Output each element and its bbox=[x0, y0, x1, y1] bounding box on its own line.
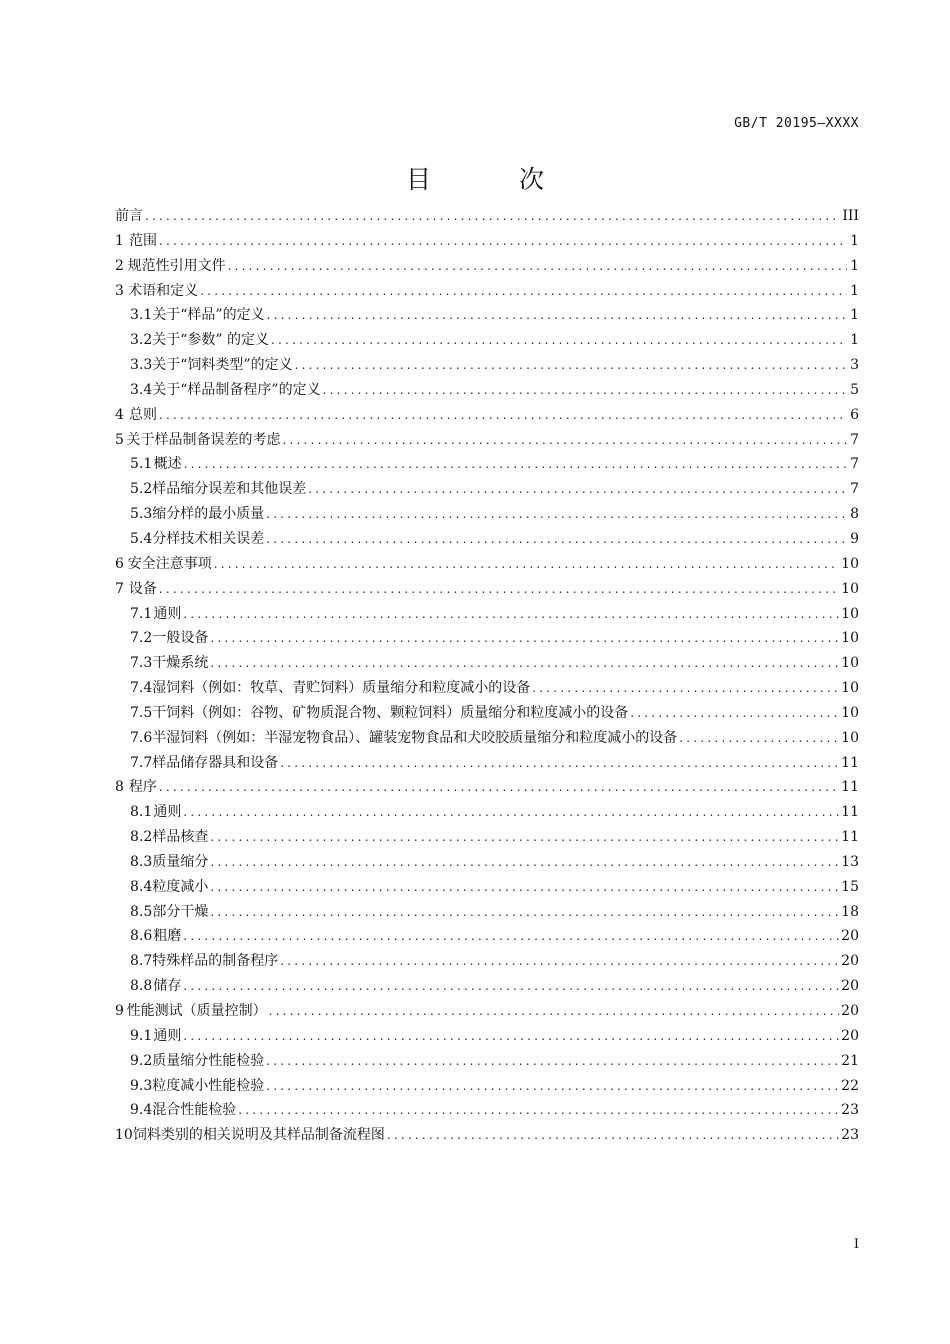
toc-entry-page: 5 bbox=[850, 381, 859, 398]
toc-entry-title: 干饲料（例如：谷物、矿物质混合物、颗粒饲料）质量缩分和粒度减小的设备 bbox=[152, 704, 629, 721]
toc-entry[interactable] bbox=[115, 751, 859, 776]
toc-entry-page: 10 bbox=[841, 729, 859, 746]
toc-entry-title: 术语和定义 bbox=[128, 282, 199, 299]
toc-entry[interactable] bbox=[115, 204, 859, 229]
toc-entry-number: 8.6 bbox=[130, 928, 153, 945]
toc-entry[interactable] bbox=[115, 353, 859, 378]
toc-entry-number: 8.2 bbox=[130, 829, 153, 846]
toc-leader-dots bbox=[266, 527, 847, 552]
toc-leader-dots bbox=[183, 1024, 839, 1049]
toc-entry-page: 20 bbox=[841, 1027, 859, 1044]
toc-entry[interactable] bbox=[115, 279, 859, 304]
toc-leader-dots bbox=[159, 775, 839, 800]
toc-entry-page: 23 bbox=[841, 1102, 859, 1119]
page-title: 目 次 bbox=[406, 165, 584, 194]
toc-entry-number: 7.5 bbox=[130, 704, 153, 721]
toc-entry-page: 1 bbox=[850, 282, 859, 299]
toc-entry[interactable] bbox=[115, 527, 859, 552]
toc-leader-dots bbox=[210, 825, 839, 850]
toc-leader-dots bbox=[266, 1049, 839, 1074]
toc-entry-title: 储存 bbox=[153, 978, 182, 995]
toc-entry-page: 10 bbox=[841, 580, 859, 597]
toc-entry-number: 8 bbox=[115, 779, 124, 796]
toc-entry[interactable] bbox=[115, 303, 859, 328]
toc-entry-number: 2 bbox=[115, 257, 124, 274]
toc-entry-title: 样品缩分误差和其他误差 bbox=[152, 481, 307, 498]
toc-entry-title: 湿饲料（例如：牧草、青贮饲料）质量缩分和粒度减小的设备 bbox=[152, 680, 531, 697]
toc-entry[interactable] bbox=[115, 676, 859, 701]
toc-entry-title: 分样技术相关误差 bbox=[152, 530, 265, 547]
toc-entry-title: 关于“参数” 的定义 bbox=[152, 332, 270, 349]
toc-entry-page: 10 bbox=[841, 630, 859, 647]
toc-entry-title: 规范性引用文件 bbox=[127, 257, 226, 274]
toc-entry[interactable] bbox=[115, 229, 859, 254]
toc-entry-title: 关于“样品”的定义 bbox=[152, 307, 265, 324]
toc-entry-page: 20 bbox=[841, 1003, 859, 1019]
toc-leader-dots bbox=[238, 1098, 839, 1123]
toc-entry-number: 5.1 bbox=[130, 456, 153, 473]
toc-entry-title: 粒度减小 bbox=[152, 878, 209, 895]
toc-entry-title: 通则 bbox=[153, 1027, 182, 1044]
toc-entry-title: 关于样品制备误差的考虑 bbox=[126, 431, 281, 448]
toc-entry-number: 9.3 bbox=[130, 1077, 153, 1094]
toc-entry-title: 部分干燥 bbox=[152, 903, 209, 920]
toc-entry[interactable] bbox=[115, 974, 859, 999]
toc-entry[interactable] bbox=[115, 577, 859, 602]
toc-leader-dots bbox=[532, 676, 839, 701]
toc-leader-dots bbox=[200, 279, 847, 304]
toc-leader-dots bbox=[266, 1074, 839, 1099]
toc-entry[interactable] bbox=[115, 701, 859, 726]
toc-entry-title: 通则 bbox=[153, 605, 182, 622]
toc-leader-dots bbox=[210, 651, 839, 676]
toc-entry[interactable] bbox=[115, 477, 859, 502]
toc-leader-dots bbox=[280, 949, 839, 974]
toc-entry-title: 总则 bbox=[129, 406, 158, 423]
toc-entry-page: 9 bbox=[850, 530, 859, 547]
toc-leader-dots bbox=[308, 477, 847, 502]
toc-entry-number: 9.1 bbox=[130, 1027, 153, 1044]
toc-entry-page: 15 bbox=[841, 878, 859, 895]
toc-entry-page: 11 bbox=[841, 829, 859, 846]
table-of-contents bbox=[115, 204, 859, 1148]
toc-entry-number: 9.4 bbox=[130, 1102, 153, 1119]
toc-entry-page: 13 bbox=[841, 853, 859, 870]
toc-entry[interactable] bbox=[115, 775, 859, 800]
toc-entry-page: 1 bbox=[850, 232, 859, 249]
toc-entry-number: 6 bbox=[115, 555, 124, 572]
toc-entry[interactable] bbox=[115, 651, 859, 676]
toc-entry-page: 23 bbox=[841, 1127, 859, 1144]
toc-entry-number: 3.1 bbox=[130, 307, 153, 324]
toc-entry-page: 20 bbox=[841, 928, 859, 945]
toc-entry-number: 3 bbox=[115, 282, 124, 299]
toc-leader-dots bbox=[210, 850, 839, 875]
toc-entry-number: 3.2 bbox=[130, 332, 153, 349]
toc-entry-title: 范围 bbox=[129, 232, 158, 249]
toc-entry-number: 1 bbox=[115, 232, 124, 249]
toc-entry[interactable] bbox=[115, 800, 859, 825]
toc-leader-dots bbox=[266, 502, 847, 527]
toc-entry-page: 20 bbox=[841, 953, 859, 970]
toc-entry[interactable] bbox=[115, 378, 859, 403]
toc-entry-title: 关于“样品制备程序”的定义 bbox=[152, 381, 321, 398]
toc-entry[interactable] bbox=[115, 428, 859, 453]
toc-entry-page: 11 bbox=[841, 804, 859, 821]
toc-entry-number: 7.7 bbox=[130, 754, 153, 771]
toc-entry-number: 7.6 bbox=[130, 729, 153, 746]
toc-entry[interactable] bbox=[115, 1074, 859, 1099]
toc-entry-title: 粗磨 bbox=[153, 928, 182, 945]
toc-entry-page: 10 bbox=[841, 704, 859, 721]
toc-entry-page: 1 bbox=[850, 257, 859, 274]
toc-leader-dots bbox=[280, 751, 839, 776]
toc-entry-title: 概述 bbox=[153, 456, 182, 473]
toc-entry-page: 22 bbox=[841, 1077, 859, 1094]
toc-leader-dots bbox=[210, 900, 839, 925]
toc-entry-title: 饲料类别的相关说明及其样品制备流程图 bbox=[132, 1127, 385, 1144]
toc-entry-title: 前言 bbox=[115, 208, 143, 224]
toc-entry-title: 样品核查 bbox=[152, 829, 209, 846]
toc-entry-title: 质量缩分 bbox=[152, 853, 209, 870]
toc-entry-title: 特殊样品的制备程序 bbox=[152, 953, 279, 970]
toc-entry-title: 一般设备 bbox=[152, 630, 209, 647]
toc-entry-number: 7.1 bbox=[130, 605, 153, 622]
toc-entry-title: 通则 bbox=[153, 804, 182, 821]
toc-entry-page: 8 bbox=[850, 506, 859, 523]
toc-entry-page: 7 bbox=[850, 456, 859, 473]
toc-leader-dots bbox=[387, 1123, 839, 1148]
toc-entry-number: 8.1 bbox=[130, 804, 153, 821]
toc-entry[interactable] bbox=[115, 999, 859, 1024]
toc-entry-page: 7 bbox=[850, 431, 859, 448]
toc-entry-number: 7.4 bbox=[130, 680, 153, 697]
toc-entry[interactable] bbox=[115, 552, 859, 577]
toc-entry-number: 10 bbox=[115, 1127, 133, 1144]
toc-leader-dots bbox=[184, 452, 847, 477]
toc-leader-dots bbox=[159, 577, 839, 602]
toc-entry-title: 干燥系统 bbox=[152, 655, 209, 672]
toc-entry-number: 5.4 bbox=[130, 530, 153, 547]
standard-number: GB/T 20195—XXXX bbox=[734, 116, 859, 131]
toc-entry-title: 程序 bbox=[128, 779, 157, 796]
toc-entry-number: 9.2 bbox=[130, 1052, 153, 1069]
toc-entry-page: 10 bbox=[841, 555, 859, 572]
toc-leader-dots bbox=[228, 254, 847, 279]
toc-entry-title: 粒度减小性能检验 bbox=[152, 1077, 265, 1094]
toc-entry-title: 性能测试（质量控制） bbox=[126, 1003, 267, 1019]
toc-entry-number: 8.7 bbox=[130, 953, 153, 970]
toc-entry-page: 1 bbox=[850, 332, 859, 349]
toc-entry[interactable] bbox=[115, 1024, 859, 1049]
toc-leader-dots bbox=[214, 552, 839, 577]
toc-entry[interactable] bbox=[115, 403, 859, 428]
toc-entry-page: 20 bbox=[841, 978, 859, 995]
toc-leader-dots bbox=[145, 204, 840, 229]
toc-leader-dots bbox=[159, 403, 847, 428]
toc-entry-title: 缩分样的最小质量 bbox=[152, 506, 265, 523]
toc-leader-dots bbox=[183, 924, 839, 949]
toc-entry-number: 8.3 bbox=[130, 853, 153, 870]
toc-entry-number: 7 bbox=[115, 580, 124, 597]
toc-entry[interactable] bbox=[115, 900, 859, 925]
toc-entry-number: 5 bbox=[115, 431, 124, 448]
toc-entry[interactable] bbox=[115, 825, 859, 850]
toc-leader-dots bbox=[271, 328, 847, 353]
toc-entry-number: 8.4 bbox=[130, 878, 153, 895]
toc-leader-dots bbox=[159, 229, 847, 254]
toc-leader-dots bbox=[323, 378, 847, 403]
toc-entry[interactable] bbox=[115, 254, 859, 279]
toc-entry-number: 5.2 bbox=[130, 481, 153, 498]
toc-entry-number: 8.8 bbox=[130, 978, 153, 995]
toc-entry-title: 半湿饲料（例如：半湿宠物食品）、罐装宠物食品和犬咬胶质量缩分和粒度减小的设备 bbox=[152, 729, 678, 746]
toc-entry[interactable] bbox=[115, 452, 859, 477]
toc-entry-title: 混合性能检验 bbox=[152, 1102, 237, 1119]
toc-entry[interactable] bbox=[115, 924, 859, 949]
toc-entry-page: III bbox=[842, 208, 859, 224]
toc-entry-number: 7.2 bbox=[130, 630, 153, 647]
toc-leader-dots bbox=[679, 726, 839, 751]
toc-entry-title: 设备 bbox=[128, 580, 157, 597]
toc-entry-title: 质量缩分性能检验 bbox=[152, 1052, 265, 1069]
toc-entry-number: 3.4 bbox=[130, 381, 153, 398]
toc-entry[interactable] bbox=[115, 626, 859, 651]
toc-entry-title: 关于“饲料类型”的定义 bbox=[152, 357, 293, 374]
toc-entry-number: 5.3 bbox=[130, 506, 153, 523]
toc-entry[interactable] bbox=[115, 602, 859, 627]
toc-leader-dots bbox=[295, 353, 847, 378]
toc-entry-number: 7.3 bbox=[130, 655, 153, 672]
toc-entry[interactable] bbox=[115, 726, 859, 751]
toc-entry-page: 10 bbox=[841, 655, 859, 672]
toc-entry-page: 3 bbox=[850, 357, 859, 374]
toc-entry[interactable] bbox=[115, 328, 859, 353]
toc-entry-number: 4 bbox=[115, 406, 124, 423]
toc-entry-title: 样品储存器具和设备 bbox=[152, 754, 279, 771]
toc-entry[interactable] bbox=[115, 502, 859, 527]
toc-leader-dots bbox=[183, 602, 839, 627]
toc-leader-dots bbox=[210, 626, 839, 651]
toc-leader-dots bbox=[183, 974, 839, 999]
toc-entry-number: 9 bbox=[115, 1003, 124, 1019]
page-number: I bbox=[853, 1237, 859, 1252]
toc-leader-dots bbox=[183, 800, 839, 825]
toc-leader-dots bbox=[269, 999, 840, 1024]
toc-entry-title: 安全注意事项 bbox=[127, 555, 212, 572]
toc-entry-page: 18 bbox=[841, 903, 859, 920]
toc-entry-page: 7 bbox=[850, 481, 859, 498]
toc-entry-page: 10 bbox=[841, 680, 859, 697]
toc-entry-page: 1 bbox=[850, 307, 859, 324]
toc-entry-page: 6 bbox=[850, 406, 859, 423]
toc-entry[interactable] bbox=[115, 1098, 859, 1123]
toc-entry-number: 3.3 bbox=[130, 357, 153, 374]
toc-leader-dots bbox=[283, 428, 848, 453]
toc-leader-dots bbox=[267, 303, 847, 328]
toc-entry-page: 21 bbox=[841, 1052, 859, 1069]
toc-entry[interactable] bbox=[115, 850, 859, 875]
toc-entry-page: 11 bbox=[841, 754, 859, 771]
toc-entry[interactable] bbox=[115, 949, 859, 974]
toc-entry[interactable] bbox=[115, 1049, 859, 1074]
toc-entry-number: 8.5 bbox=[130, 903, 153, 920]
toc-leader-dots bbox=[630, 701, 839, 726]
toc-entry-page: 10 bbox=[841, 605, 859, 622]
toc-entry-page: 11 bbox=[841, 779, 859, 796]
toc-entry[interactable] bbox=[115, 1123, 859, 1148]
toc-entry[interactable] bbox=[115, 875, 859, 900]
toc-leader-dots bbox=[210, 875, 839, 900]
